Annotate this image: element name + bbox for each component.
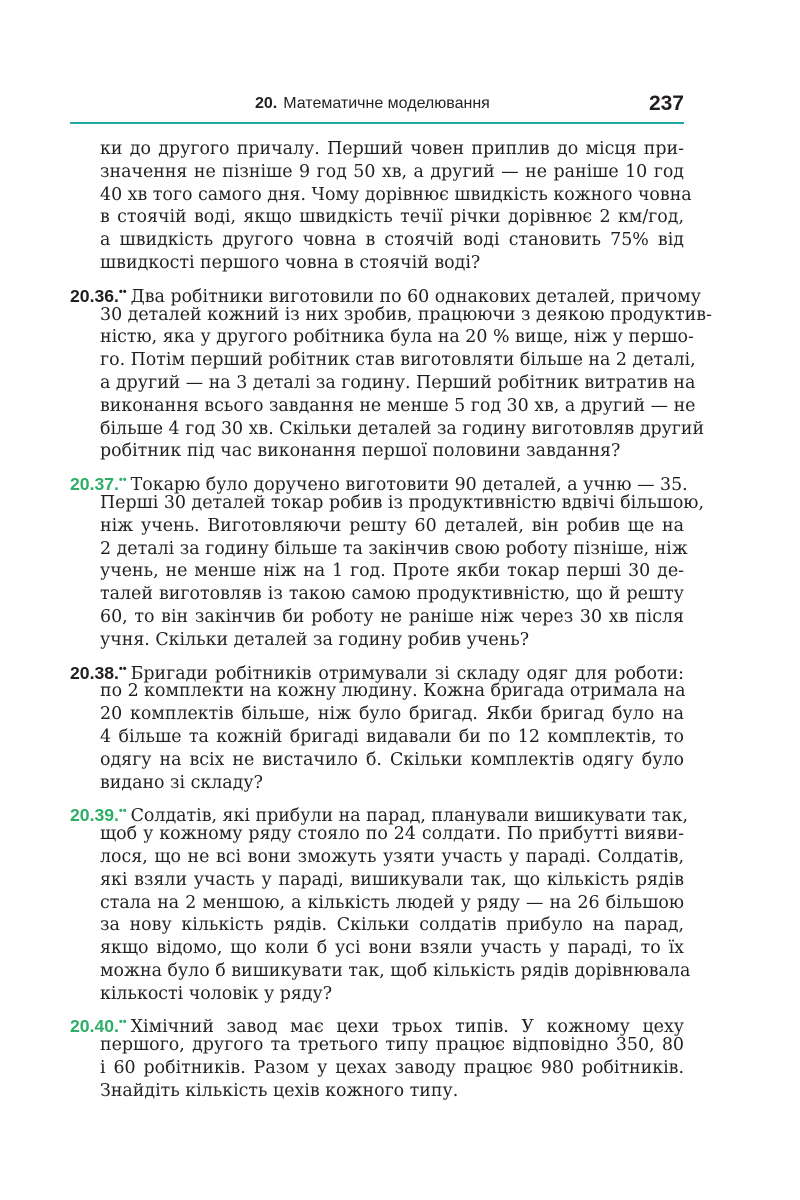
problem-number: 20.39.•• xyxy=(70,805,127,826)
page-content xyxy=(70,138,712,1103)
text-line: першого, другого та третього типу працює відповідно 350, 80 xyxy=(100,1035,684,1056)
text-line: більше 4 год 30 хв. Скільки деталей за годину виготовляв другий xyxy=(100,418,705,439)
problem-number: 20.37.•• xyxy=(70,474,127,495)
text-line: Перші 30 деталей токар робив із продуктивністю вдвічі більшою, xyxy=(100,492,704,513)
text-line: стала на 2 меншою, а кількість людей у ряду — на 26 більшою xyxy=(100,892,684,913)
text-line: 60, то він закінчив би роботу не раніше ніж через 30 хв після xyxy=(100,606,684,627)
text-line: учень, не менше ніж на 1 год. Проте якби токар перші 30 де- xyxy=(100,561,684,582)
problem-20-39 xyxy=(70,800,691,1005)
text-line: 2 деталі за годину більше та закінчив свою роботу пізніше, ніж xyxy=(100,538,688,559)
text-line: за нову кількість рядів. Скільки солдатів прибуло на парад, xyxy=(100,915,684,936)
text-line: 20.40.•• Хімічний завод має цехи трьох типів. У кожному цеху xyxy=(70,1016,684,1038)
text-line: можна було б вишикувати так, щоб кількість рядів дорівнювала xyxy=(100,960,691,981)
text-line: ки до другого причалу. Перший човен приплив до місця при- xyxy=(100,139,684,159)
problem-number: 20.36.•• xyxy=(70,285,127,306)
difficulty-marker: •• xyxy=(118,474,127,487)
text-line: ніж учень. Виготовляючи решту 60 деталей, він робив ще на xyxy=(100,515,684,536)
continued-text xyxy=(70,138,692,275)
text-line: лося, що не всі вони зможуть узяти участь у параді. Солдатів, xyxy=(100,846,684,867)
text-line: виконання всього завдання не менше 5 год 30 хв, а другий — не xyxy=(100,395,696,416)
text-line: 40 хв того самого дня. Чому дорівнює швидкість кожного човна xyxy=(100,184,692,205)
text-line: а швидкість другого човна в стоячій воді становить 75% від xyxy=(100,230,684,251)
text-line: а другий — на 3 деталі за годину. Перший робітник витратив на xyxy=(100,372,696,393)
text-line: одягу на всіх не вистачило б. Скільки комплектів одягу було xyxy=(100,749,684,770)
text-line: якщо відомо, що коли б усі вони взяли участь у параді, то їх xyxy=(100,938,684,959)
text-line: 20.38.•• Бригади робітників отримували зі складу одяг для роботи: xyxy=(70,662,684,684)
difficulty-marker: •• xyxy=(118,805,127,818)
text-line: значення не пізніше 9 год 50 хв, а другий — не раніше 10 год xyxy=(100,161,684,182)
header-divider xyxy=(70,122,684,124)
problem-20-40 xyxy=(70,1011,684,1102)
text-line: кількості чоловік у ряду? xyxy=(100,983,333,1004)
section-heading xyxy=(255,95,490,113)
text-line: ністю, яка у другого робітника була на 20 % вище, ніж у першо- xyxy=(100,327,694,348)
section-number: 20. xyxy=(255,95,278,112)
problem-20-38 xyxy=(70,658,684,795)
section-title: Математичне моделювання xyxy=(283,95,490,112)
text-line: видано зі складу? xyxy=(100,772,263,793)
text-line: учня. Скільки деталей за годину робив учень? xyxy=(100,629,530,650)
text-line: які взяли участь у параді, вишикували так, що кількість рядів xyxy=(100,869,684,890)
text-line: робітник під час виконання першої половини завдання? xyxy=(100,441,621,462)
difficulty-marker: •• xyxy=(118,662,127,675)
text-line: по 2 комплекти на кожну людину. Кожна бригада отримала на xyxy=(100,681,686,702)
text-line: швидкості першого човна в стоячій воді? xyxy=(100,252,481,273)
text-line: 20.39.•• Солдатів, які прибули на парад, планували вишикувати так, xyxy=(70,805,689,827)
text-line: 30 деталей кожний із них зробив, працюючи з деякою продуктив- xyxy=(100,304,712,325)
difficulty-marker: •• xyxy=(118,285,127,298)
difficulty-marker: •• xyxy=(118,1016,127,1029)
text-line: 20.36.•• Два робітники виготовили по 60 однакових деталей, причому xyxy=(70,285,701,307)
text-line: 20.37.•• Токарю було доручено виготовити 90 деталей, а учню — 35. xyxy=(70,474,688,496)
text-line: 20 комплектів більше, ніж було бригад. Якби бригад було на xyxy=(100,704,684,725)
text-line: талей виготовляв із такою самою продуктивністю, що й решту xyxy=(100,584,684,605)
text-line: 4 більше та кожній бригаді видавали би по 12 комплектів, то xyxy=(100,726,684,747)
text-line: Знайдіть кількість цехів кожного типу. xyxy=(100,1080,459,1101)
problem-number: 20.38.•• xyxy=(70,662,127,683)
text-line: і 60 робітників. Разом у цехах заводу працює 980 робітників. xyxy=(100,1058,684,1079)
problem-20-36 xyxy=(70,281,712,463)
text-line: го. Потім перший робітник став виготовляти більше на 2 деталі, xyxy=(100,350,696,371)
problem-20-37 xyxy=(70,469,704,651)
page-header xyxy=(70,92,684,122)
page-number: 237 xyxy=(648,92,684,115)
text-line: в стоячій воді, якщо швидкість течії річки дорівнює 2 км/год, xyxy=(100,207,684,228)
text-line: щоб у кожному ряду стояло по 24 солдати. По прибутті вияви- xyxy=(100,824,684,845)
problem-number: 20.40.•• xyxy=(70,1016,127,1037)
